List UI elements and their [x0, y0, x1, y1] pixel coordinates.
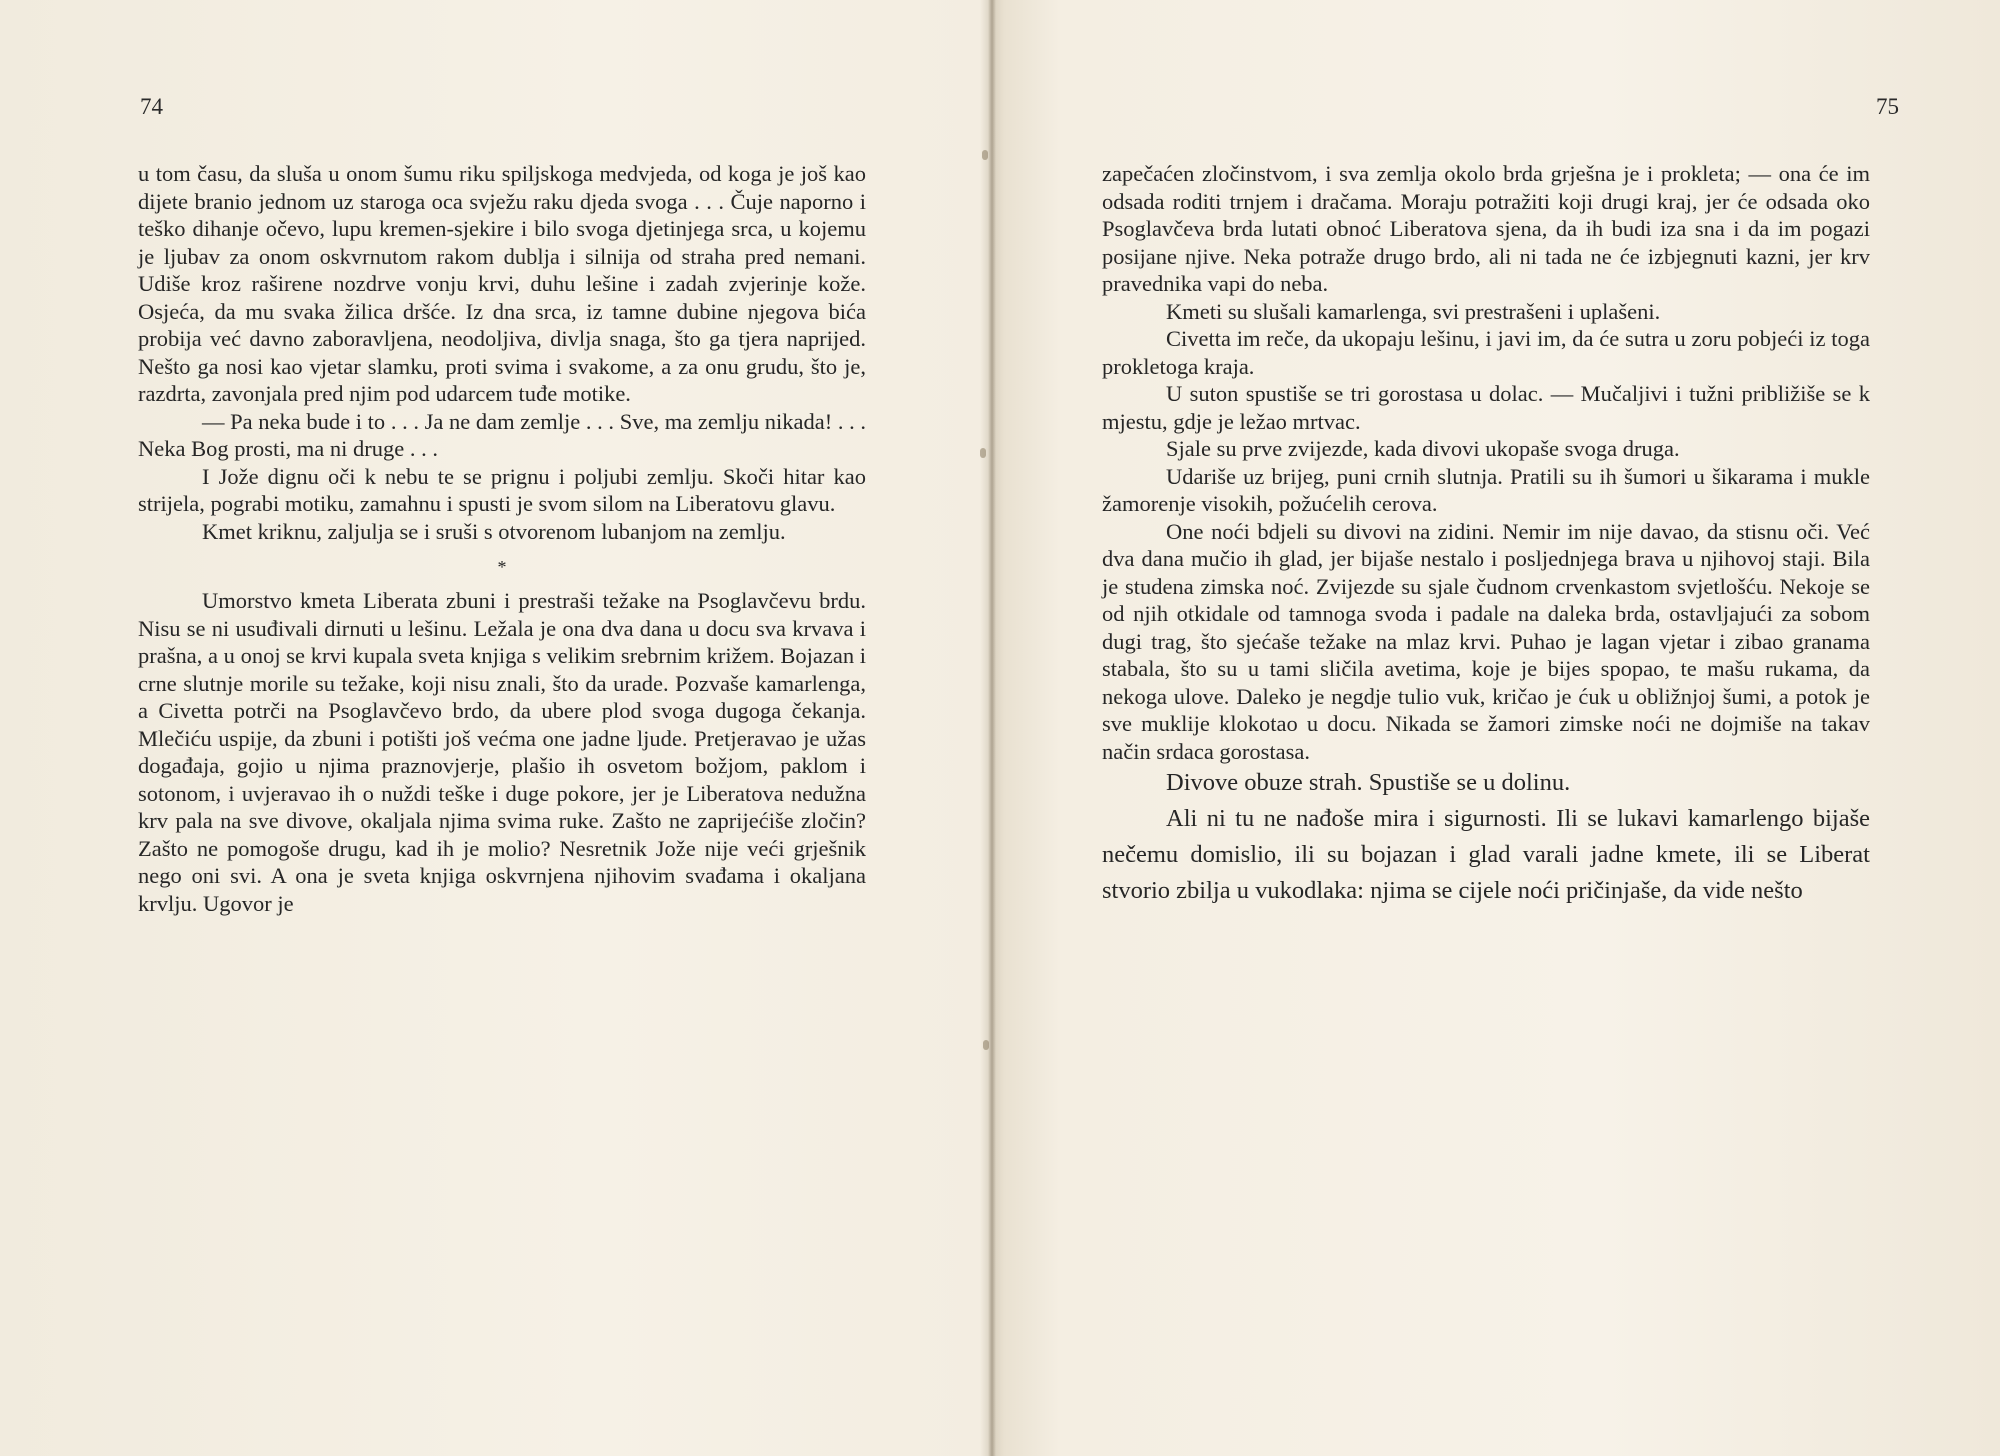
paragraph: Civetta im reče, da ukopaju lešinu, i javi im, da će sutra u zoru pobjeći iz toga prokletoga kraja.	[1102, 326, 1870, 379]
paragraph: Udariše uz brijeg, puni crnih slutnja. Pratili su ih šumori u šikarama i mukle žamorenje visokih, požućelih cerova.	[1102, 463, 1870, 516]
right-page-text	[1102, 160, 1870, 909]
paragraph: U suton spustiše se tri gorostasa u dolac. — Mučaljivi i tužni približiše se k mjestu, gdje je ležao mrtvac.	[1102, 381, 1870, 434]
paragraph: Ali ni tu ne nađoše mira i sigurnosti. Ili se lukavi kamarlengo bijaše nečemu domislio, ili su bojazan i glad varali jadne kmete, ili se Liberat stvorio zbilja u vukodlaka: njima se cijele noći pričinjaše, da vide nešto	[1102, 805, 1870, 904]
paper-speck	[983, 1040, 989, 1050]
page-number-left: 74	[140, 94, 163, 119]
paragraph: Umorstvo kmeta Liberata zbuni i prestraši težake na Psoglavčevu brdu. Nisu se ni usuđivali dirnuti u lešinu. Ležala je ona dva dana u docu sva krvava i prašna, a u onoj se krvi kupala sveta knjiga s velikim srebrnim križem. Bojazan i crne slutnje morile su težake, koji nisu znali, što da urade. Pozvaše kamarlenga, a Civetta potrči na Psoglavčevo brdo, da ubere plod svoga dugoga čekanja. Mlečiću uspije, da zbuni i potišti još većma one jadne ljude. Pretjeravao je užas događaja, gojio u njima praznovjerje, plašio ih osvetom božjom, paklom i sotonom, i uvjeravao ih o nuždi teške i duge pokore, jer je Liberatova nedužna krv pala na sve divove, okaljala njima svima ruke. Zašto ne zaprijećiše zločin? Zašto ne pomogoše drugu, kad ih je molio? Nesretnik Jože nije veći grješnik nego oni svi. A ona je sveta knjiga oskvrnjena njihovim svađama i okaljana krvlju. Ugovor je	[138, 588, 866, 916]
page-number-right: 75	[1876, 94, 1899, 119]
paragraph: zapečaćen zločinstvom, i sva zemlja okolo brda grješna je i prokleta; — ona će im odsada roditi trnjem i dračama. Moraju potražiti koji drugi kraj, jer će odsada oko Psoglavčeva brda lutati obnoć Liberatova sjena, da ih budi iza sna i da im pogazi posijane njive. Neka potraže drugo brdo, ali ni tada ne će izbjegnuti kazni, jer krv pravednika vapi do neba.	[1102, 161, 1870, 296]
paragraph: One noći bdjeli su divovi na zidini. Nemir im nije davao, da stisnu oči. Već dva dana mučio ih glad, jer bijaše nestalo i posljednjega brava u njihovoj staji. Bila je studena zimska noć. Zvijezde su sjale čudnom crvenkastom svjetlošću. Nekoje se od njih otkidale od tamnoga svoda i padale na daleka brda, ostavljajući za sobom dugi trag, što sjećaše težake na mlaz krvi. Puhao je lagan vjetar i zibao granama stabala, što su u tami sličila avetima, koje je bijes spopao, te mašu rukama, da nekoga ulove. Daleko je negdje tulio vuk, kričao je ćuk u obližnjoj šumi, a potok je sve muklije klokotao u docu. Nikada se žamori zimske noći ne dojmiše na takav način srdaca gorostasa.	[1102, 518, 1870, 764]
paragraph: Kmeti su slušali kamarlenga, svi prestrašeni i uplašeni.	[1166, 298, 1661, 324]
paragraph: Kmet kriknu, zaljulja se i sruši s otvorenom lubanjom na zemlju.	[202, 518, 786, 544]
paragraph: u tom času, da sluša u onom šumu riku spiljskoga medvjeda, od koga je još kao dijete branio jednom uz staroga oca svježu raku djeda svoga . . . Čuje naporno i teško dihanje očevo, lupu kremen-sjekire i bilo svoga djetinjega srca, u kojemu je ljubav za onom oskvrnutom rakom dublja i silnija od straha pred nemani. Udiše kroz raširene nozdrve vonju krvi, duhu lešine i zadah zvjerinje kože. Osjeća, da mu svaka žilica dršće. Iz dna srca, iz tamne dubine njegova bića probija već davno zaboravljena, neodoljiva, divlja snaga, što ga tjera naprijed. Nešto ga nosi kao vjetar slamku, proti svima i svakome, a za onu grudu, što je, razdrta, zavonjala pred njim pod udarcem tuđe motike.	[138, 161, 866, 406]
left-page-text	[138, 160, 866, 917]
paragraph: Sjale su prve zvijezde, kada divovi ukopaše svoga druga.	[1166, 436, 1680, 461]
paragraph: Divove obuze strah. Spustiše se u dolinu.	[1166, 769, 1571, 796]
right-page	[996, 0, 2000, 1456]
paper-speck	[982, 150, 988, 160]
paper-speck	[980, 448, 986, 458]
section-break: *	[497, 557, 507, 577]
left-page	[0, 0, 992, 1456]
paragraph: — Pa neka bude i to . . . Ja ne dam zemlje . . . Sve, ma zemlju nikada! . . . Neka Bog prosti, ma ni druge . . .	[138, 408, 866, 461]
paragraph: I Jože dignu oči k nebu te se prignu i poljubi zemlju. Skoči hitar kao strijela, pograbi motiku, zamahnu i spusti je svom silom na Liberatovu glavu.	[138, 463, 866, 516]
